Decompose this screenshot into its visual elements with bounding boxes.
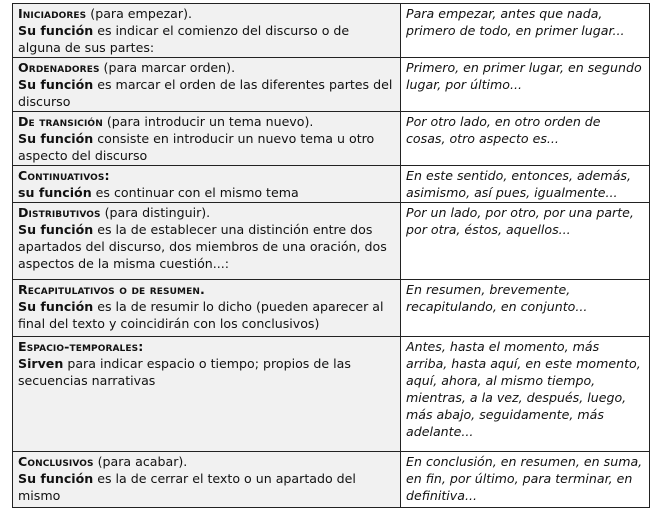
examples-cell: En resumen, brevemente, recapitulando, en conjunto... — [401, 280, 650, 337]
category-cell — [13, 112, 401, 166]
function-keyword: Su función — [18, 299, 94, 314]
category-cell — [13, 166, 401, 203]
category-cell — [13, 452, 401, 508]
table-row — [13, 4, 650, 58]
function-keyword: su función — [18, 185, 92, 200]
function-keyword: Su función — [18, 471, 94, 486]
category-title: De transición — [18, 114, 103, 129]
category-description: es la de cerrar el texto o un apartado del mismo — [18, 471, 356, 503]
examples-cell: Por otro lado, en otro orden de cosas, otro aspecto es... — [401, 112, 650, 166]
examples-cell: Antes, hasta el momento, más arriba, hasta aquí, en este momento, aquí, ahora, al mismo tiempo, mientras, a la vez, después, luego, más abajo, seguidamente, más adelante... — [401, 337, 650, 452]
category-cell — [13, 337, 401, 452]
category-description: es indicar el comienzo del discurso o de alguna de sus partes: — [18, 23, 350, 55]
table-row — [13, 112, 650, 166]
table-row — [13, 58, 650, 112]
category-title: Recapitulativos o de resumen. — [18, 282, 205, 297]
category-description: es la de resumir lo dicho (pueden aparecer al final del texto y coincidirán con los conclusivos) — [18, 299, 384, 331]
category-cell — [13, 280, 401, 337]
table-row — [13, 452, 650, 508]
category-title-suffix: (para distinguir). — [100, 205, 211, 220]
category-description: es la de establecer una distinción entre dos apartados del discurso, dos miembros de una oración, dos aspectos de la misma cuestión...: — [18, 222, 387, 271]
function-keyword: Sirven — [18, 356, 64, 371]
table-row — [13, 203, 650, 280]
category-cell — [13, 203, 401, 280]
connectors-table — [12, 3, 650, 508]
category-title: Iniciadores — [18, 6, 87, 21]
category-title-suffix: (para acabar). — [93, 454, 188, 469]
table-row — [13, 166, 650, 203]
function-keyword: Su función — [18, 77, 94, 92]
category-description: para indicar espacio o tiempo; propios de las secuencias narrativas — [18, 356, 351, 388]
examples-cell: Primero, en primer lugar, en segundo lugar, por último... — [401, 58, 650, 112]
category-title-suffix: (para empezar). — [86, 6, 192, 21]
category-title-suffix: (para marcar orden). — [99, 60, 236, 75]
function-keyword: Su función — [18, 23, 94, 38]
function-keyword: Su función — [18, 131, 94, 146]
table-row — [13, 280, 650, 337]
examples-cell: Para empezar, antes que nada, primero de todo, en primer lugar... — [401, 4, 650, 58]
category-cell — [13, 58, 401, 112]
category-title: Ordenadores — [18, 60, 100, 75]
function-keyword: Su función — [18, 222, 94, 237]
category-description: es marcar el orden de las diferentes partes del discurso — [18, 77, 393, 109]
category-title: Distributivos — [18, 205, 101, 220]
category-description: es continuar con el mismo tema — [91, 185, 299, 200]
category-description: consiste en introducir un nuevo tema u otro aspecto del discurso — [18, 131, 375, 163]
category-title: Conclusivos — [18, 454, 94, 469]
examples-cell: Por un lado, por otro, por una parte, por otra, éstos, aquellos... — [401, 203, 650, 280]
category-title: Continuativos: — [18, 168, 110, 183]
category-title: Espacio-temporales: — [18, 339, 144, 354]
category-cell — [13, 4, 401, 58]
table-row — [13, 337, 650, 452]
examples-cell: En conclusión, en resumen, en suma, en fin, por último, para terminar, en definitiva... — [401, 452, 650, 508]
category-title-suffix: (para introducir un tema nuevo). — [102, 114, 314, 129]
examples-cell: En este sentido, entonces, además, asimismo, así pues, igualmente... — [401, 166, 650, 203]
